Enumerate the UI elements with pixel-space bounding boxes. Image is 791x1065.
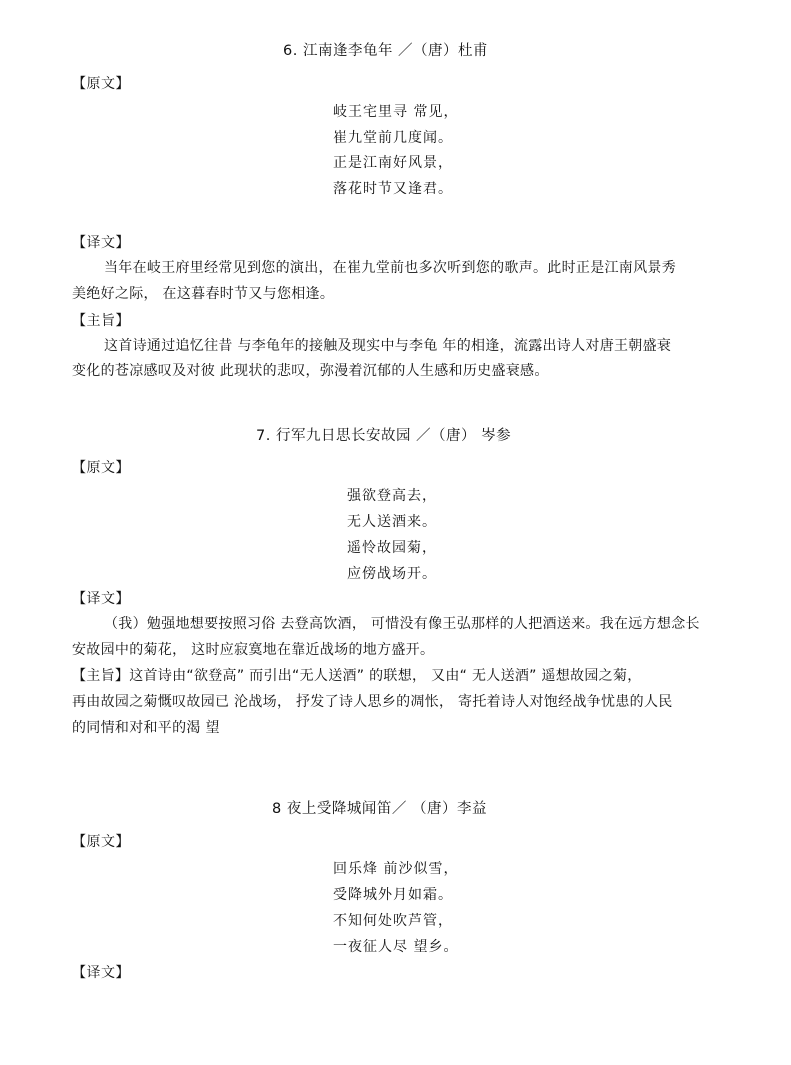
original-label: 【原文】 xyxy=(72,834,130,850)
translation-label: 【译文】 xyxy=(72,591,130,607)
verse-line: 岐王宅里寻 常见， xyxy=(333,104,459,120)
verse-line: 一夜征人尽 望乡。 xyxy=(333,939,459,955)
poem-title: 8 夜上受降城闻笛／ （唐）李益 xyxy=(272,801,487,817)
verse-line: 受降城外月如霜。 xyxy=(333,887,453,903)
verse-line: 应傍战场开。 xyxy=(347,566,437,582)
poem-title: 7. 行军九日思长安故园 ／（唐） 岑参 xyxy=(256,428,512,444)
verse-line: 落花时节又逢君。 xyxy=(333,181,453,197)
theme-text: 变化的苍凉感叹及对彼 此现状的悲叹，弥漫着沉郁的人生感和历史盛衰感。 xyxy=(72,363,549,379)
verse-line: 回乐烽 前沙似雪， xyxy=(333,861,459,877)
verse-line: 崔九堂前几度闻。 xyxy=(333,130,453,146)
translation-text: （我）勉强地想要按照习俗 去登高饮酒， 可惜没有像王弘那样的人把酒送来。我在远方想念长 xyxy=(104,616,700,632)
theme-text: 的同情和对和平的渴 望 xyxy=(72,720,220,736)
theme-label: 【主旨】 xyxy=(72,313,130,329)
translation-text: 当年在岐王府里经常见到您的演出，在崔九堂前也多次听到您的歌声。此时正是江南风景秀 xyxy=(104,260,676,276)
verse-line: 遥怜故园菊， xyxy=(347,540,437,556)
theme-text: 再由故园之菊慨叹故园已 沦战场， 抒发了诗人思乡的凋怅， 寄托着诗人对饱经战争忧患的人民 xyxy=(72,694,673,710)
original-label: 【原文】 xyxy=(72,76,130,92)
poem-title: 6. 江南逢李龟年 ／（唐）杜甫 xyxy=(283,43,489,59)
verse-line: 不知何处吹芦管， xyxy=(333,913,453,929)
translation-text: 美绝好之际， 在这暮春时节又与您相逢。 xyxy=(72,286,335,302)
theme-paragraph xyxy=(72,663,642,689)
theme-label: 【主旨】 xyxy=(72,668,130,684)
translation-label: 【译文】 xyxy=(72,235,130,251)
verse-line: 正是江南好风景， xyxy=(333,155,453,171)
original-label: 【原文】 xyxy=(72,460,130,476)
translation-label: 【译文】 xyxy=(72,965,130,981)
translation-text: 安故园中的菊花， 这时应寂寞地在靠近战场的地方盛开。 xyxy=(72,642,435,658)
verse-line: 无人送酒来。 xyxy=(347,514,437,530)
verse-line: 强欲登高去， xyxy=(347,488,437,504)
theme-text: 这首诗通过追忆往昔 与李龟年的接触及现实中与李龟 年的相逢，流露出诗人对唐王朝盛衰 xyxy=(104,338,672,354)
theme-text: 这首诗由“欲登高” 而引出“无人送酒” 的联想， 又由“ 无人送酒” 遥想故园之菊， xyxy=(129,668,642,684)
